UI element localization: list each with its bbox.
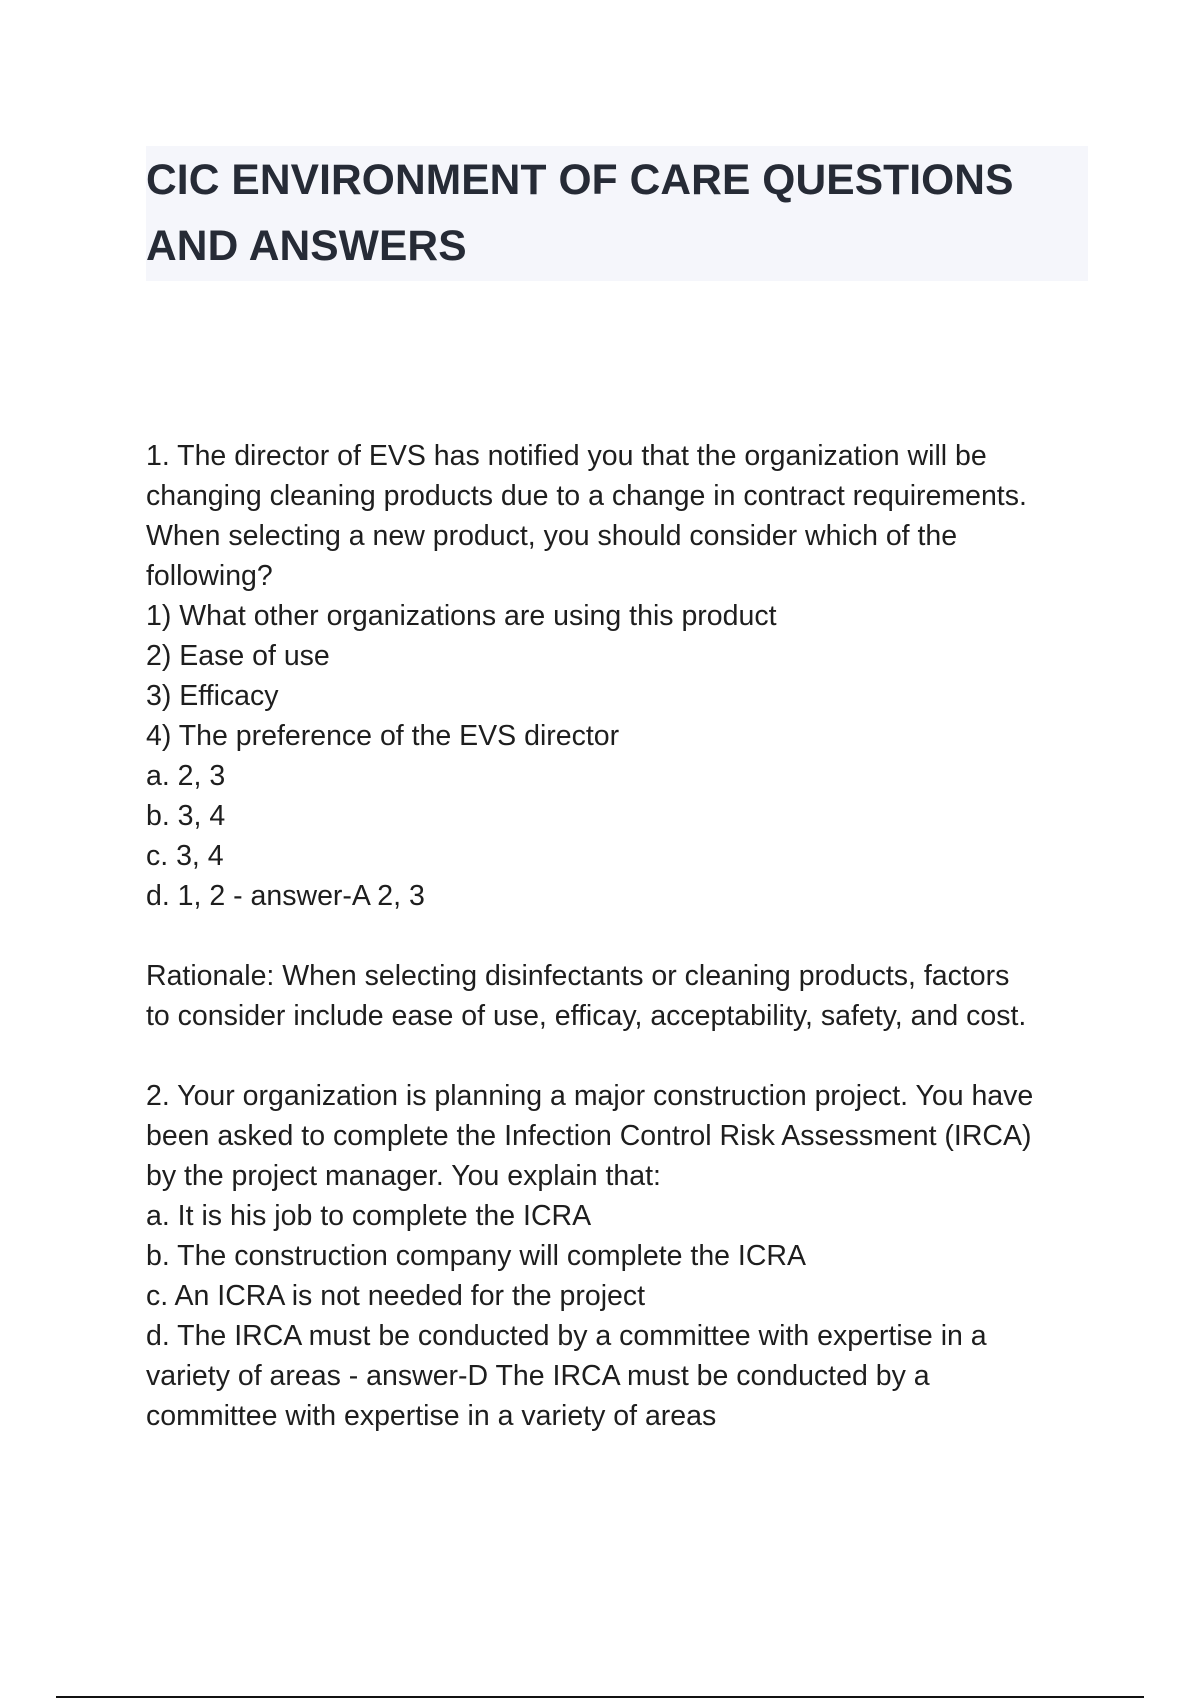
answer-option: b. 3, 4 <box>146 800 226 832</box>
title-line: CIC ENVIRONMENT OF CARE QUESTIONS <box>146 157 1014 204</box>
answer-option: c. An ICRA is not needed for the project <box>146 1280 646 1312</box>
answer-option: c. 3, 4 <box>146 840 224 872</box>
rationale-line: to consider include ease of use, efficay, acceptability, safety, and cost. <box>146 1000 1027 1032</box>
question-stem-line: by the project manager. You explain that: <box>146 1160 661 1192</box>
document-body <box>146 436 1106 1436</box>
paragraph-gap <box>146 1036 1106 1076</box>
rationale-1 <box>146 956 1106 1036</box>
question-2 <box>146 1076 1106 1436</box>
title-line: AND ANSWERS <box>146 223 467 270</box>
question-stem-line: 1. The director of EVS has notified you that the organization will be <box>146 440 987 472</box>
question-stem-line: been asked to complete the Infection Control Risk Assessment (IRCA) <box>146 1120 1032 1152</box>
rationale-line: Rationale: When selecting disinfectants or cleaning products, factors <box>146 960 1010 992</box>
answer-option: d. The IRCA must be conducted by a committee with expertise in a <box>146 1320 987 1352</box>
question-1 <box>146 436 1106 916</box>
consideration-item: 2) Ease of use <box>146 640 330 672</box>
consideration-item: 4) The preference of the EVS director <box>146 720 620 752</box>
document-title-block <box>146 146 1088 281</box>
consideration-item: 1) What other organizations are using this product <box>146 600 777 632</box>
document-title <box>146 148 1088 280</box>
question-stem-line: changing cleaning products due to a change in contract requirements. <box>146 480 1027 512</box>
answer-option: a. 2, 3 <box>146 760 226 792</box>
answer-option: b. The construction company will complete the ICRA <box>146 1240 807 1272</box>
footer-divider <box>56 1696 1144 1698</box>
consideration-item: 3) Efficacy <box>146 680 279 712</box>
question-stem-line: When selecting a new product, you should consider which of the <box>146 520 958 552</box>
question-stem-line: following? <box>146 560 273 592</box>
paragraph-gap <box>146 916 1106 956</box>
answer-option: committee with expertise in a variety of areas <box>146 1400 717 1432</box>
question-stem-line: 2. Your organization is planning a major construction project. You have <box>146 1080 1034 1112</box>
answer-option: variety of areas - answer-D The IRCA must be conducted by a <box>146 1360 930 1392</box>
answer-option: a. It is his job to complete the ICRA <box>146 1200 592 1232</box>
answer-option: d. 1, 2 - answer-A 2, 3 <box>146 880 425 912</box>
